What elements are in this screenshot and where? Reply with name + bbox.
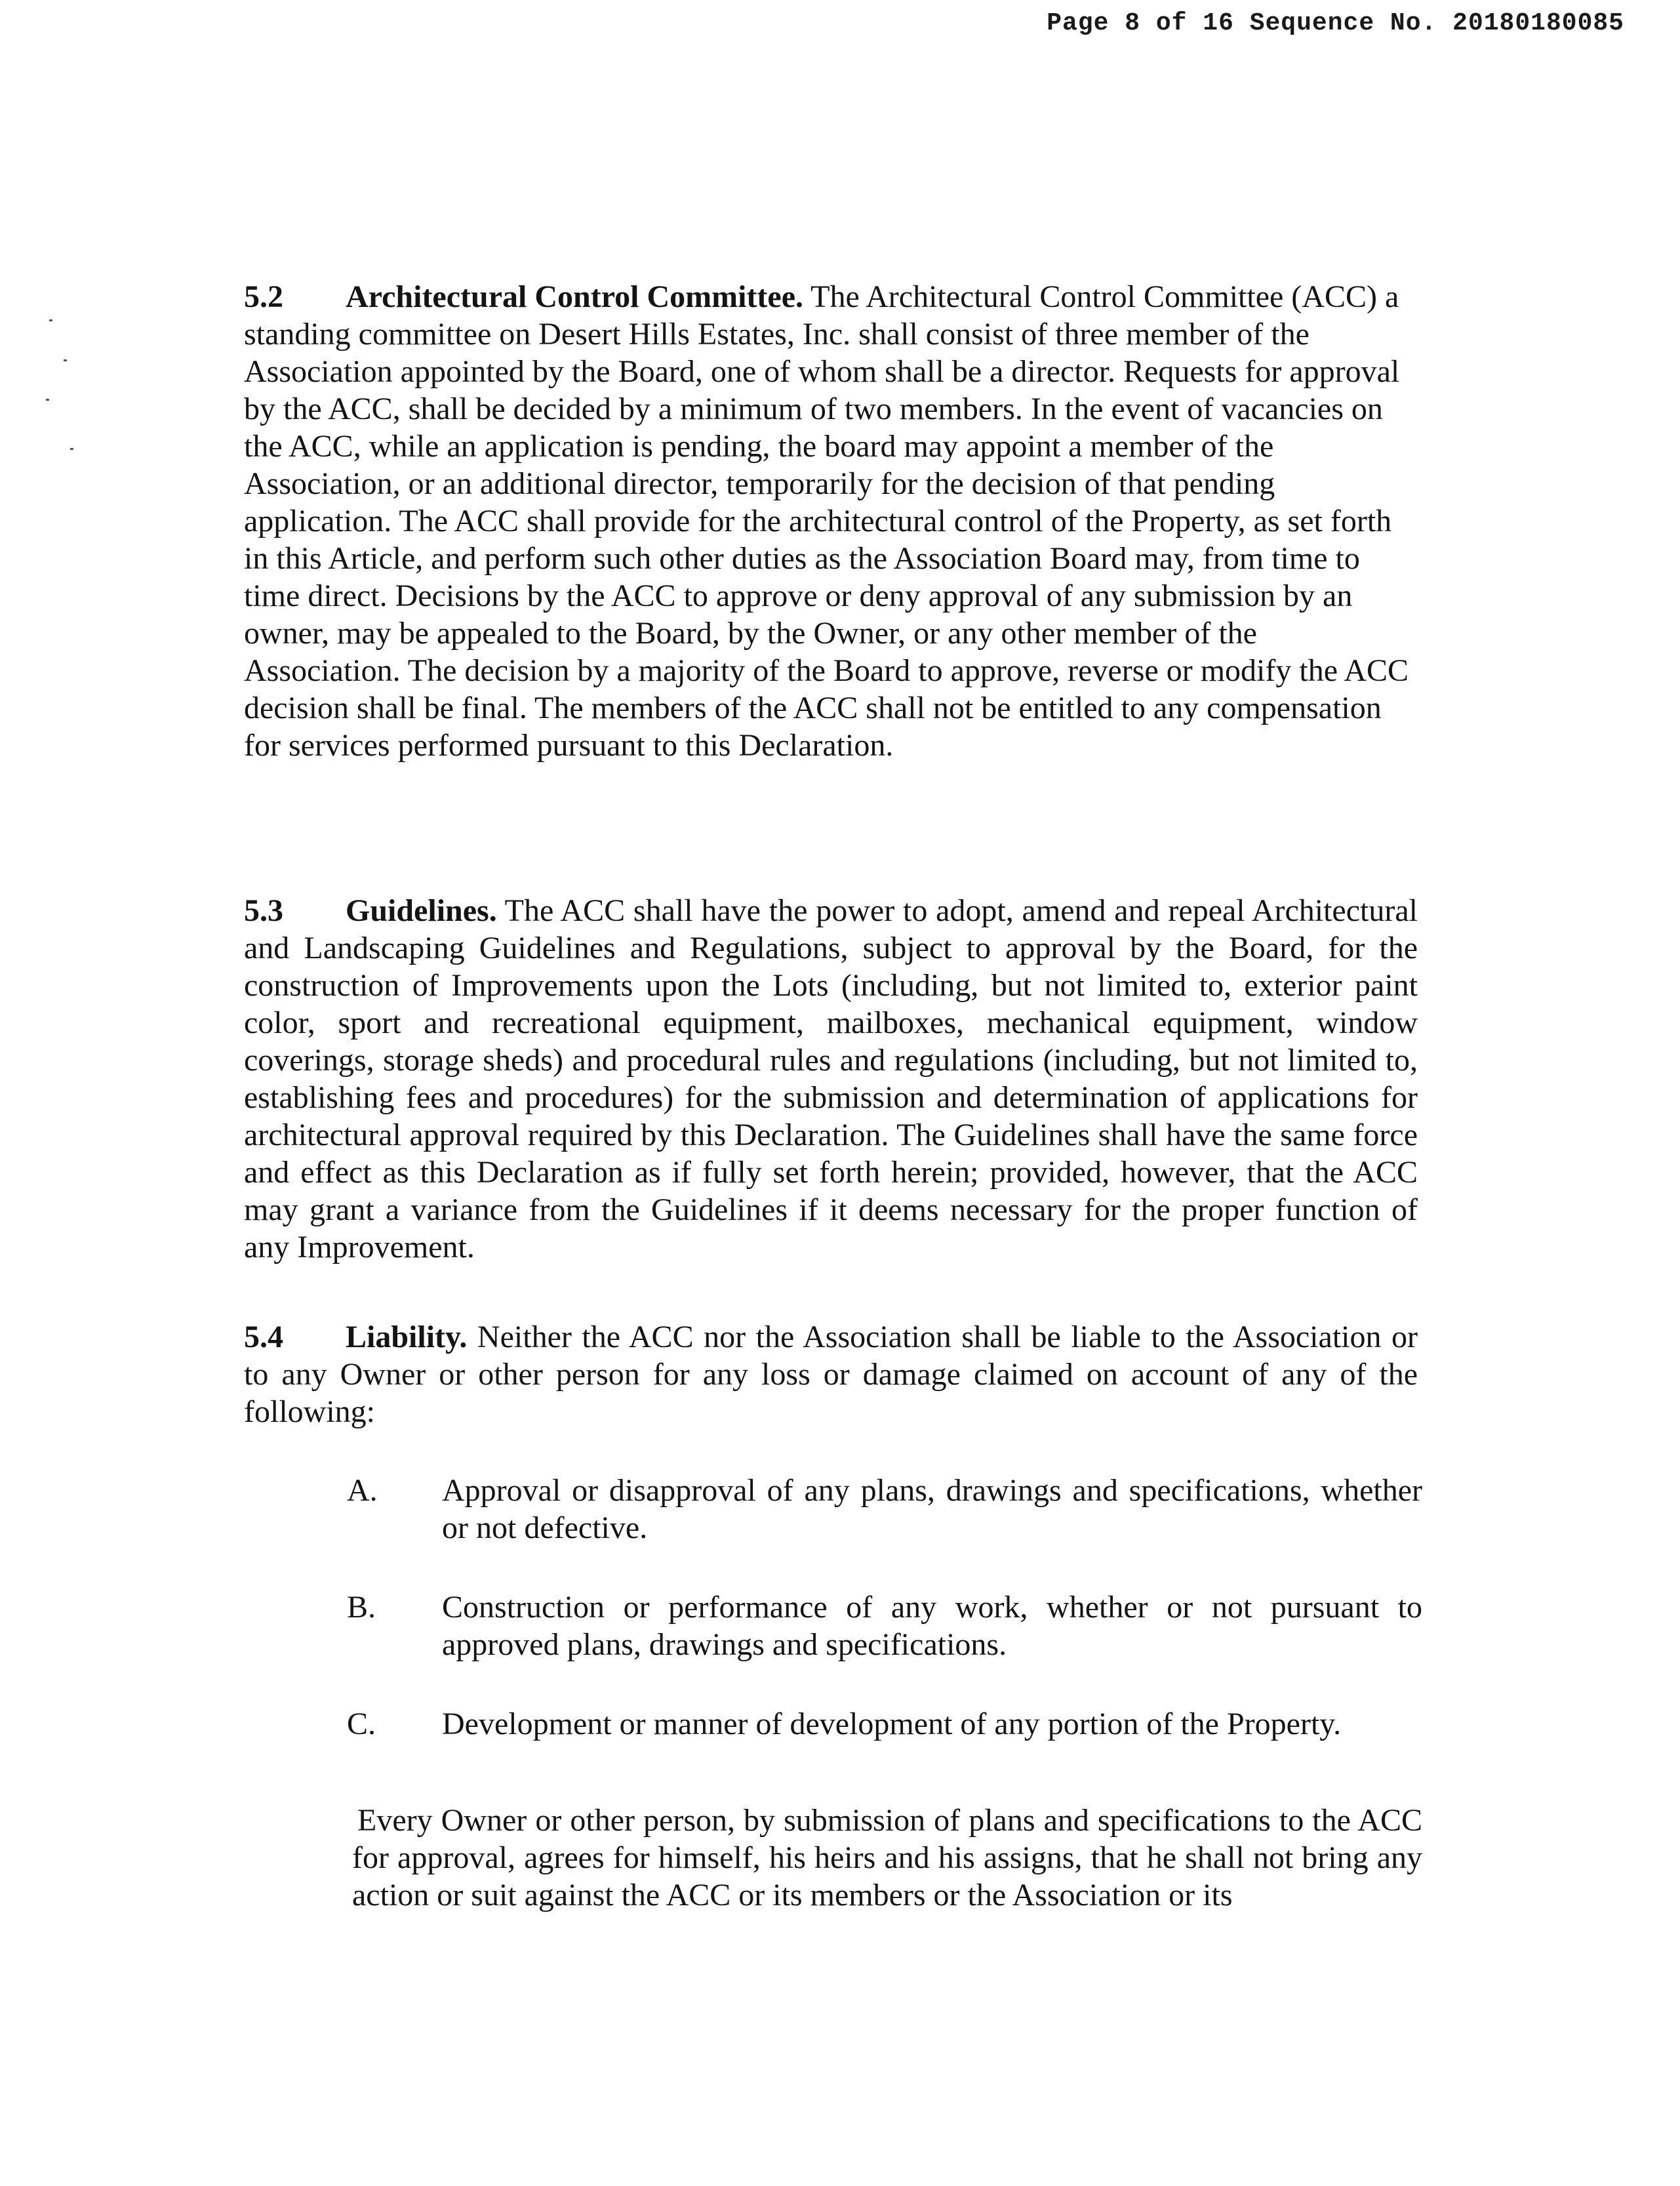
margin-mark [64,359,67,361]
section-body: The Architectural Control Committee (ACC) a standing committee on Desert Hills Estates, Inc. shall consist of three member of the Association appointed by the Board, one of whom shall be a director. Requests for approval by the ACC, shall be decided by a minimum of two members. In the event of vacancies on the ACC, while an application is pending, the board may appoint a member of the Association, or an additional director, temporarily for the decision of that pending application. The ACC shall provide for the architectural control of the Property, as set forth in this Article, and perform such other duties as the Association Board may, from time to time direct. Decisions by the ACC to approve or deny approval of any submission by an owner, may be appealed to the Board, by the Owner, or any other member of the Association. The decision by a majority of the Board to approve, reverse or modify the ACC decision shall be final. The members of the ACC shall not be entitled to any compensation for services performed pursuant to this Declaration. [244,279,1409,763]
list-item-letter: C. [347,1707,376,1741]
list-item-text: Approval or disapproval of any plans, drawings and specifications, whether or not defective. [442,1473,1422,1545]
list-item-text: Construction or performance of any work, whether or not pursuant to approved plans, drawings and specifications. [442,1590,1422,1662]
page-header-sequence: Page 8 of 16 Sequence No. 20180180085 [1047,9,1624,37]
margin-mark [49,319,52,321]
closing-paragraph: Every Owner or other person, by submission of plans and specifications to the ACC for approval, agrees for himself, his heirs and his assigns, that he shall not bring any action or suit against the ACC or its members or the Association or its [352,1803,1422,1913]
section-title: Architectural Control Committee. [346,279,804,314]
section-5-2 [244,278,1418,764]
section-title: Liability. [346,1320,468,1354]
section-number: 5.2 [244,279,283,314]
liability-list [347,1472,1422,1785]
list-item [347,1705,1422,1743]
section-5-4 [244,1318,1418,1430]
margin-mark [70,448,73,450]
list-item [347,1472,1422,1547]
section-number: 5.4 [244,1320,283,1354]
section-body: Neither the ACC nor the Association shall be liable to the Association or to any Owner or other person for any loss or damage claimed on account of any of the following: [244,1320,1418,1429]
section-number: 5.3 [244,893,283,928]
section-title: Guidelines. [346,893,497,928]
list-item-letter: B. [347,1590,376,1625]
list-item-letter: A. [347,1473,378,1508]
list-item [347,1589,1422,1663]
margin-mark [46,399,49,401]
list-item-text: Development or manner of development of any portion of the Property. [442,1707,1342,1741]
section-5-3 [244,892,1418,1266]
section-body: The ACC shall have the power to adopt, amend and repeal Architectural and Landscaping Guidelines and Regulations, subject to approval by the Board, for the construction of Improvements upon the Lots (including, but not limited to, exterior paint color, sport and recreational equipment, mailboxes, mechanical equipment, window coverings, storage sheds) and procedural rules and regulations (including, but not limited to, establishing fees and procedures) for the submission and determination of applications for architectural approval required by this Declaration. The Guidelines shall have the same force and effect as this Declaration as if fully set forth herein; provided, however, that the ACC may grant a variance from the Guidelines if it deems necessary for the proper function of any Improvement. [244,893,1418,1265]
